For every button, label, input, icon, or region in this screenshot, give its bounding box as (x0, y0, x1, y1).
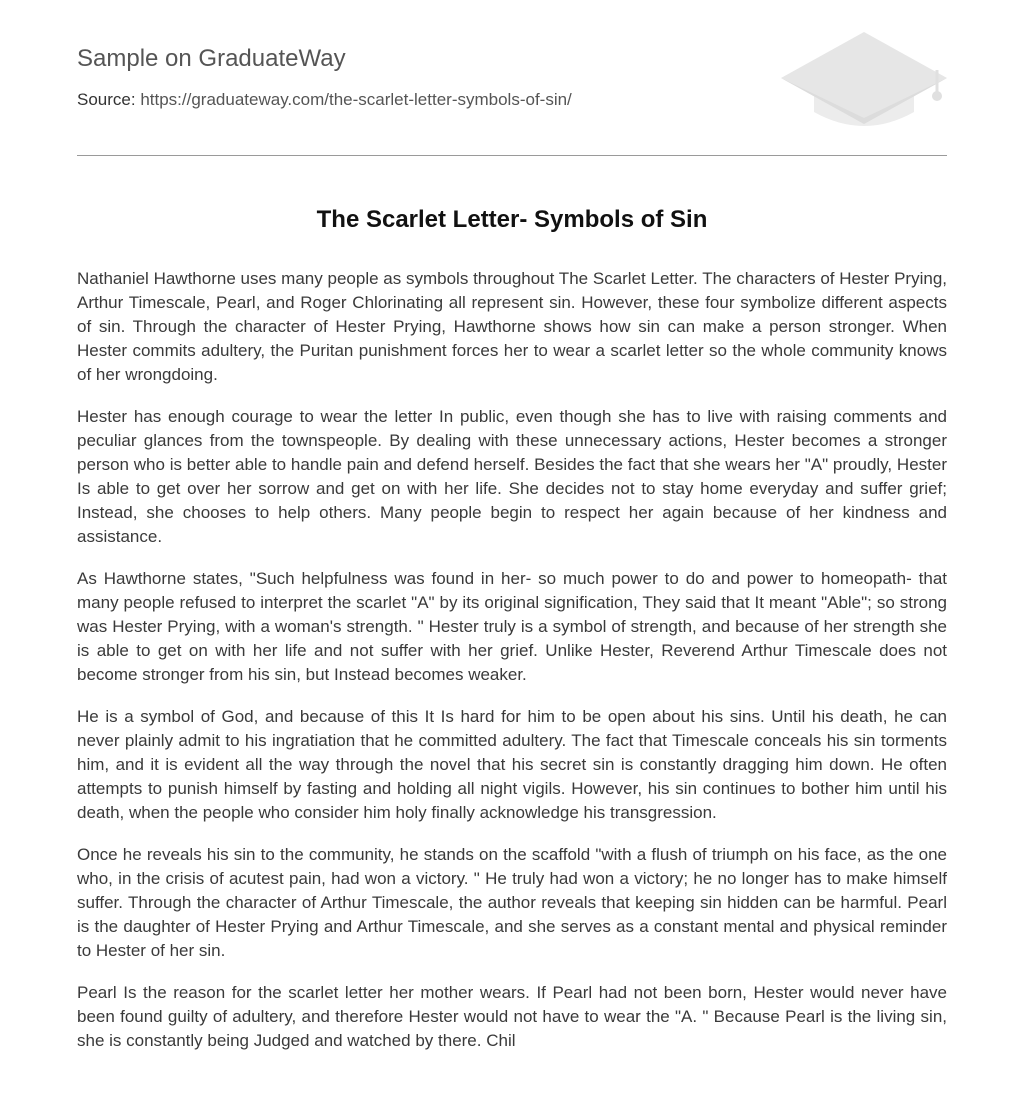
header-divider (77, 155, 947, 156)
source-label: Source: (77, 90, 136, 109)
article-body (77, 267, 947, 1071)
source-link[interactable]: https://graduateway.com/the-scarlet-letter-symbols-of-sin/ (140, 90, 572, 109)
graduation-cap-icon (781, 30, 947, 132)
article-paragraph: Nathaniel Hawthorne uses many people as symbols throughout The Scarlet Letter. The characters of Hester Prying, Arthur Timescale, Pearl, and Roger Chlorinating all represent sin. However, these four symbolize different aspects of sin. Through the character of Hester Prying, Hawthorne shows how sin can make a person stronger. When Hester commits adultery, the Puritan punishment forces her to wear a scarlet letter so the whole community knows of her wrongdoing. (77, 269, 947, 384)
document-title: The Scarlet Letter- Symbols of Sin (316, 206, 708, 233)
source-line (77, 89, 572, 111)
article-paragraph: Pearl Is the reason for the scarlet letter her mother wears. If Pearl had not been born, Hester would never have been found guilty of adultery, and therefore Hester would not have to wear the "A. " Because Pearl is the living sin, she is constantly being Judged and watched by there. Chil (77, 983, 947, 1050)
article-paragraph: He is a symbol of God, and because of this It Is hard for him to be open about his sins. Until his death, he can never plainly admit to his ingratiation that he committed adultery. The fact that Timescale conceals his sin torments him, and it is evident all the way through the novel that his secret sin is constantly dragging him down. He often attempts to punish himself by fasting and holding all night vigils. However, his sin continues to bother him until his death, when the people who consider him holy finally acknowledge his transgression. (77, 707, 947, 822)
article-paragraph: Hester has enough courage to wear the letter In public, even though she has to live with raising comments and peculiar glances from the townspeople. By dealing with these unnecessary actions, Hester becomes a stronger person who is better able to handle pain and defend herself. Besides the fact that she wears her "A" proudly, Hester Is able to get over her sorrow and get on with her life. She decides not to stay home everyday and suffer grief; Instead, she chooses to help others. Many people begin to respect her again because of her kindness and assistance. (77, 407, 947, 546)
article-paragraph: As Hawthorne states, "Such helpfulness was found in her- so much power to do and power to homeopath- that many people refused to interpret the scarlet "A" by its original signification, They said that It meant "Able"; so strong was Hester Prying, with a woman's strength. " Hester truly is a symbol of strength, and because of her strength she is able to get on with her life and not suffer with her grief. Unlike Hester, Reverend Arthur Timescale does not become stronger from his sin, but Instead becomes weaker. (77, 569, 947, 684)
page-header (77, 0, 947, 156)
site-title: Sample on GraduateWay (77, 45, 346, 72)
article-paragraph: Once he reveals his sin to the community, he stands on the scaffold "with a flush of triumph on his face, as the one who, in the crisis of acutest pain, had won a victory. " He truly had won a victory; he no longer has to make himself suffer. Through the character of Arthur Timescale, the author reveals that keeping sin hidden can be harmful. Pearl is the daughter of Hester Prying and Arthur Timescale, and she serves as a constant mental and physical reminder to Hester of her sin. (77, 845, 947, 960)
